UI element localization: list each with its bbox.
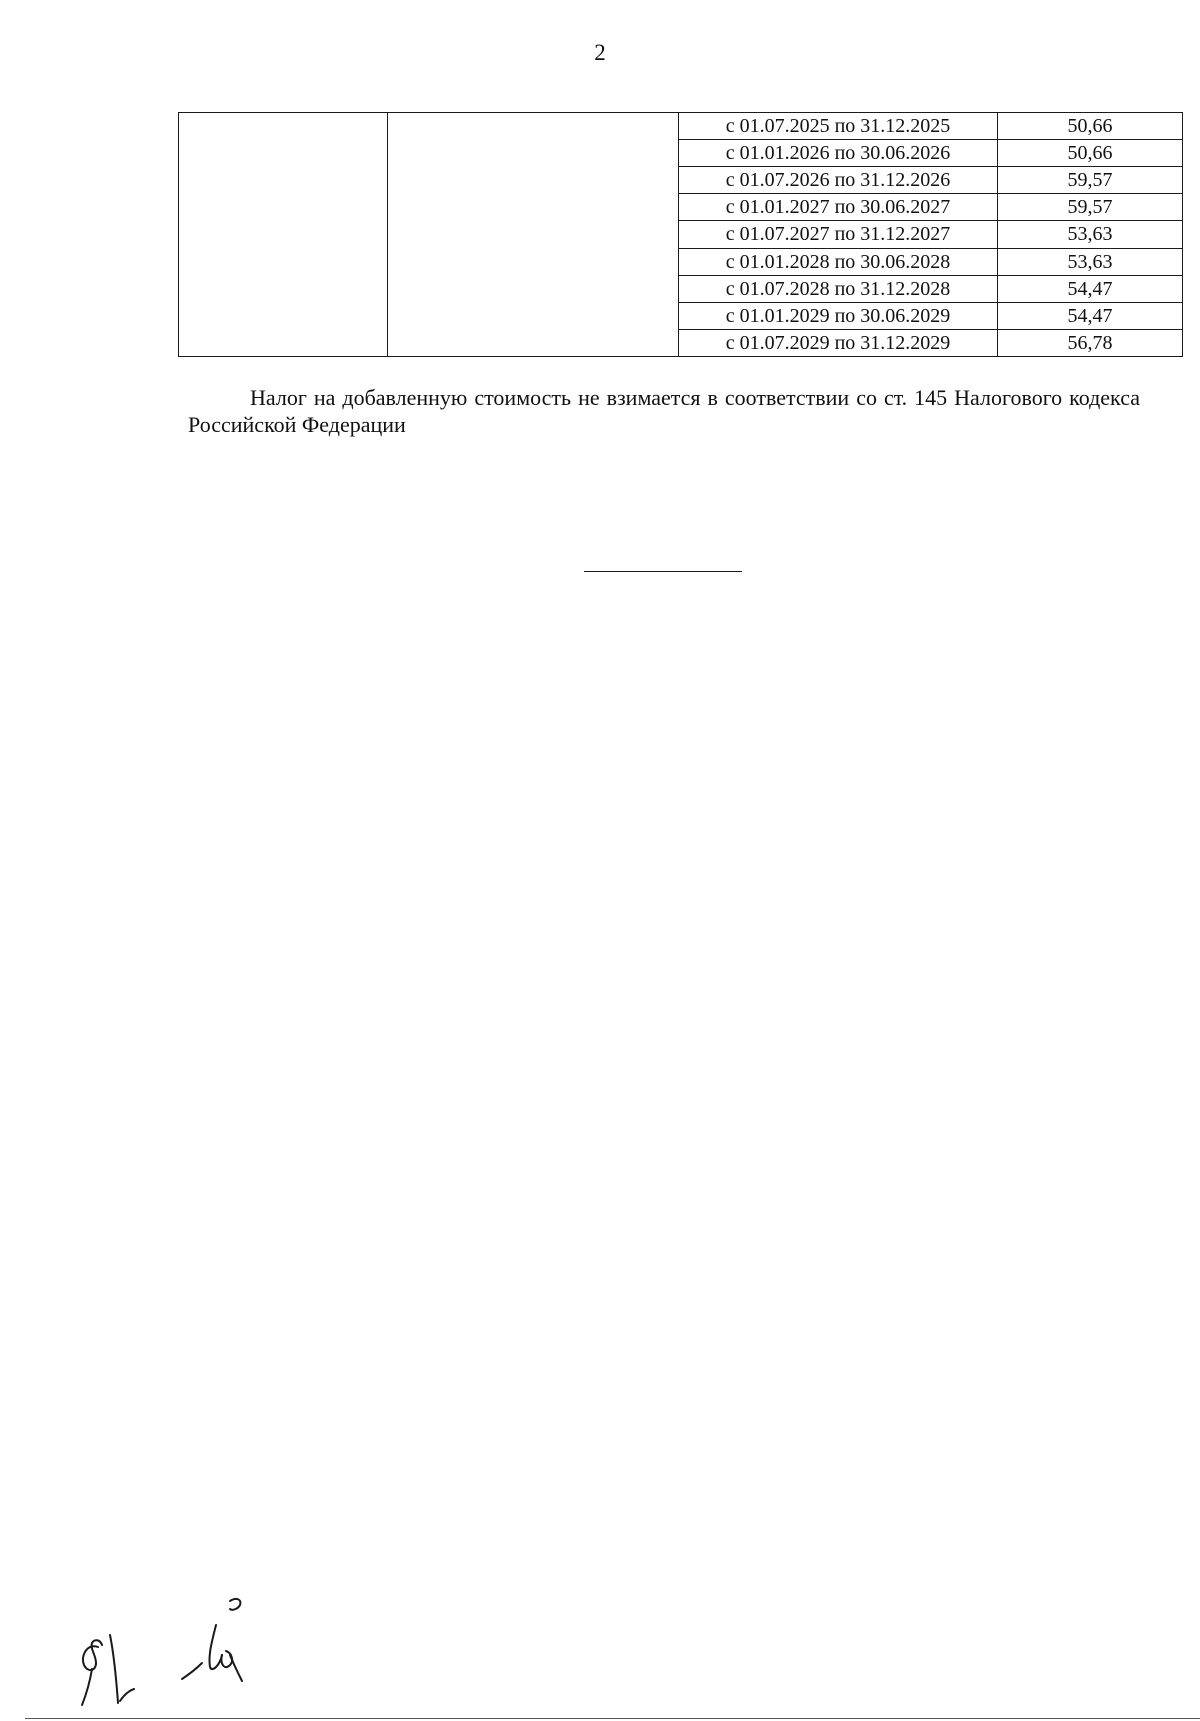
period-cell: с 01.01.2026 по 30.06.2026 <box>679 140 998 167</box>
period-cell: с 01.07.2029 по 31.12.2029 <box>679 329 998 356</box>
period-cell: с 01.07.2027 по 31.12.2027 <box>679 221 998 248</box>
signature-2 <box>182 1599 242 1681</box>
vat-note: Налог на добавленную стоимость не взимается в соответствии со ст. 145 Налогового кодекса Российской Федерации <box>188 385 1140 437</box>
value-cell: 50,66 <box>998 140 1183 167</box>
signature-1 <box>82 1635 134 1705</box>
value-cell: 53,63 <box>998 221 1183 248</box>
period-cell: с 01.07.2025 по 31.12.2025 <box>679 113 998 140</box>
page-number: 2 <box>594 40 606 65</box>
value-cell: 54,47 <box>998 275 1183 302</box>
value-cell: 59,57 <box>998 167 1183 194</box>
value-cell: 53,63 <box>998 248 1183 275</box>
table-cell-blank-2 <box>388 113 679 357</box>
period-cell: с 01.07.2026 по 31.12.2026 <box>679 167 998 194</box>
period-cell: с 01.07.2028 по 31.12.2028 <box>679 275 998 302</box>
value-cell: 56,78 <box>998 329 1183 356</box>
table-cell-blank-1 <box>179 113 388 357</box>
period-cell: с 01.01.2028 по 30.06.2028 <box>679 248 998 275</box>
value-cell: 54,47 <box>998 302 1183 329</box>
tariff-table <box>178 112 1183 357</box>
table-row <box>179 113 1183 140</box>
value-cell: 59,57 <box>998 194 1183 221</box>
end-of-document-rule <box>584 571 742 572</box>
period-cell: с 01.01.2029 по 30.06.2029 <box>679 302 998 329</box>
period-cell: с 01.01.2027 по 30.06.2027 <box>679 194 998 221</box>
signatures <box>70 1585 290 1715</box>
value-cell: 50,66 <box>998 113 1183 140</box>
page-bottom-rule <box>25 1718 1200 1719</box>
